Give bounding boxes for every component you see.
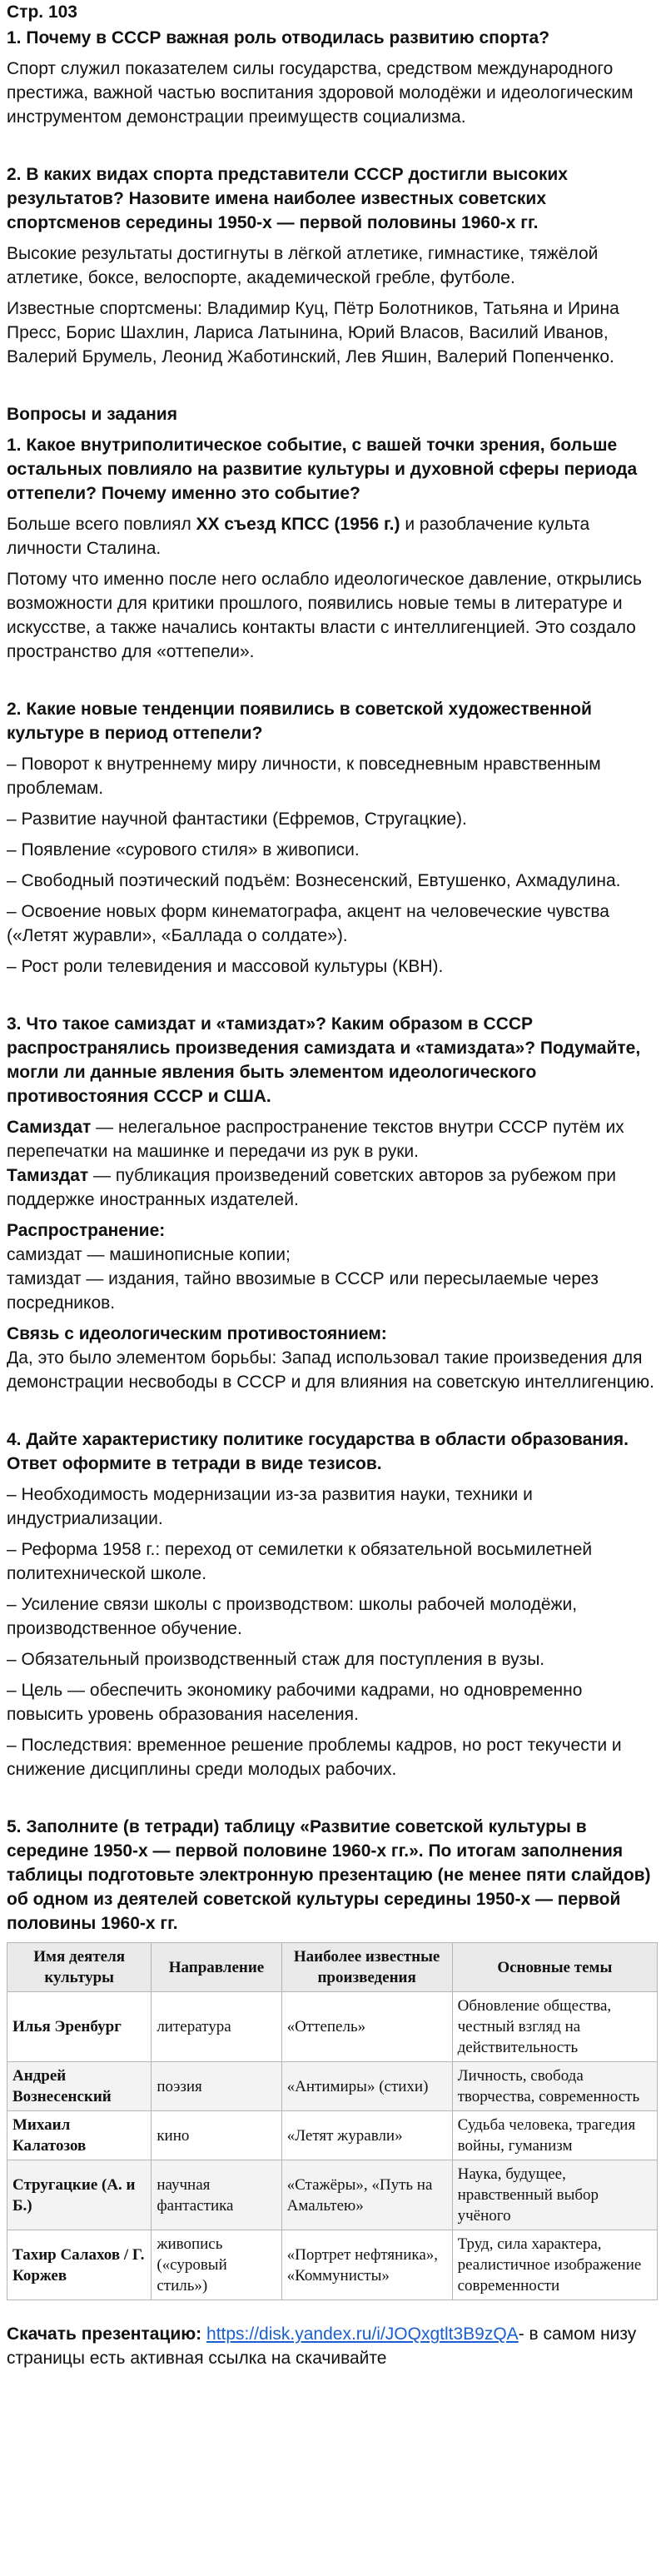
answer-2-sports: Высокие результаты достигнуты в лёгкой атлетике, гимнастике, тяжёлой атлетике, боксе, велоспорте, академической гребле, футболе. [7, 244, 599, 287]
list-item: – Обязательный производственный стаж для поступления в вузы. [7, 1650, 545, 1669]
list-item: – Поворот к внутреннему миру личности, к повседневным нравственным проблемам. [7, 755, 601, 798]
download-note: - в самом низу страницы есть активная ссылка на скачивайте [7, 2324, 637, 2368]
cell-themes: Наука, будущее, нравственный выбор учёного [452, 2160, 657, 2230]
task-4-question: 4. Дайте характеристику политике государства в области образования. Ответ оформите в тетради в виде тезисов. [7, 1430, 629, 1473]
task-1-answer-1: Больше всего повлиял XX съезд КПСС (1956 г.) и разоблачение культа личности Сталина. [7, 515, 590, 558]
download-link[interactable]: https://disk.yandex.ru/i/JOQxgtlt3B9zQA [206, 2324, 519, 2344]
download-footer [7, 2322, 658, 2370]
table-row [7, 1992, 658, 2062]
cell-direction: литература [152, 1992, 281, 2062]
tamizdat-term: Тамиздат [7, 1166, 89, 1185]
culture-table [7, 1942, 658, 2300]
list-item: – Цель — обеспечить экономику рабочими кадрами, но одновременно повысить уровень образования населения. [7, 1681, 583, 1724]
question-1: 1. Почему в СССР важная роль отводилась развитию спорта? [7, 28, 550, 47]
spread-heading: Распространение: [7, 1221, 166, 1240]
spread-line-2: тамиздат — издания, тайно ввозимые в СССР или пересылаемые через посредников. [7, 1269, 599, 1313]
samizdat-term: Самиздат [7, 1118, 92, 1137]
cell-themes: Труд, сила характера, реалистичное изображение современности [452, 2230, 657, 2300]
cell-name: Андрей Вознесенский [7, 2062, 152, 2111]
cell-direction: живопись («суровый стиль») [152, 2230, 281, 2300]
cell-themes: Обновление общества, честный взгляд на действительность [452, 1992, 657, 2062]
cell-name: Илья Эренбург [7, 1992, 152, 2062]
list-item: – Появление «сурового стиля» в живописи. [7, 840, 360, 859]
task-1-answer-2: Потому что именно после него ослабло идеологическое давление, открылись возможности для критики прошлого, появились новые темы в литературе и искусстве, а также начались контакты власти с интеллигенцией. Это создало пространство для «оттепели». [7, 570, 642, 661]
task-2-list [7, 752, 658, 979]
link-text: Да, это было элементом борьбы: Запад использовал такие произведения для демонстрации несвободы в СССР и для влияния на советскую интеллигенцию. [7, 1348, 654, 1392]
table-row [7, 2062, 658, 2111]
answer-2-athletes: Известные спортсмены: Владимир Куц, Пётр Болотников, Татьяна и Ирина Пресс, Борис Шахлин, Лариса Латынина, Юрий Власов, Василий Иванов, Валерий Брумель, Леонид Жаботинский, Лев Яшин, Валерий Попенченко. [7, 299, 619, 366]
list-item: – Рост роли телевидения и массовой культуры (КВН). [7, 957, 444, 976]
table-row [7, 2111, 658, 2160]
list-item: – Последствия: временное решение проблемы кадров, но рост текучести и снижение дисциплины среди молодых рабочих. [7, 1736, 622, 1779]
table-row [7, 2160, 658, 2230]
list-item: – Необходимость модернизации из-за развития науки, техники и индустриализации. [7, 1485, 533, 1528]
page-number: Стр. 103 [7, 2, 77, 22]
task-2-question: 2. Какие новые тенденции появились в советской художественной культуре в период оттепели? [7, 700, 592, 743]
spread-line-1: самиздат — машинописные копии; [7, 1245, 291, 1264]
cell-works: «Оттепель» [281, 1992, 452, 2062]
table-header-row [7, 1943, 658, 1992]
cell-themes: Судьба человека, трагедия войны, гуманизм [452, 2111, 657, 2160]
cell-direction: научная фантастика [152, 2160, 281, 2230]
list-item: – Реформа 1958 г.: переход от семилетки к обязательной восьмилетней политехнической школе. [7, 1540, 593, 1583]
link-heading: Связь с идеологическим противостоянием: [7, 1324, 387, 1343]
col-header-name: Имя деятеля культуры [7, 1943, 152, 1992]
tasks-heading: Вопросы и задания [7, 405, 177, 424]
table-row [7, 2230, 658, 2300]
list-item: – Освоение новых форм кинематографа, акцент на человеческие чувства («Летят журавли», «Баллада о солдате»). [7, 902, 609, 945]
cell-works: «Портрет нефтяника», «Коммунисты» [281, 2230, 452, 2300]
task-3-question: 3. Что такое самиздат и «тамиздат»? Каким образом в СССР распространялись произведения самиздата и «тамиздата»? Подумайте, могли ли данные явления быть элементом идеологического противостояния СССР и США. [7, 1014, 641, 1106]
task-1-question: 1. Какое внутриполитическое событие, с вашей точки зрения, больше остальных повлияло на развитие культуры и духовной сферы периода оттепели? Почему именно это событие? [7, 436, 638, 503]
list-item: – Развитие научной фантастики (Ефремов, Стругацкие). [7, 810, 467, 829]
cell-name: Михаил Калатозов [7, 2111, 152, 2160]
question-2: 2. В каких видах спорта представители СССР достигли высоких результатов? Назовите имена наиболее известных советских спортсменов середины 1950-х — первой половины 1960-х гг. [7, 165, 568, 232]
cell-direction: кино [152, 2111, 281, 2160]
cell-name: Тахир Салахов / Г. Коржев [7, 2230, 152, 2300]
spread-block [7, 1218, 658, 1315]
cell-works: «Стажёры», «Путь на Амальтею» [281, 2160, 452, 2230]
list-item: – Свободный поэтический подъём: Вознесенский, Евтушенко, Ахмадулина. [7, 871, 621, 890]
cell-direction: поэзия [152, 2062, 281, 2111]
list-item: – Усиление связи школы с производством: школы рабочей молодёжи, производственное обучение. [7, 1595, 578, 1638]
task-1-highlight: XX съезд КПСС (1956 г.) [196, 515, 400, 534]
download-label: Скачать презентацию: [7, 2324, 202, 2344]
samizdat-definition: Самиздат — нелегальное распространение текстов внутри СССР путём их перепечатки на машинке и передачи из рук в руки. Тамиздат — публикация произведений советских авторов за рубежом при поддержке иностранных издателей. [7, 1118, 624, 1209]
col-header-direction: Направление [152, 1943, 281, 1992]
task-4-list [7, 1482, 658, 1781]
cell-name: Стругацкие (А. и Б.) [7, 2160, 152, 2230]
col-header-works: Наиболее известные произведения [281, 1943, 452, 1992]
task-5-question: 5. Заполните (в тетради) таблицу «Развитие советской культуры в середине 1950-х — первой половине 1960-х гг.». По итогам заполнения таблицы подготовьте электронную презентацию (не менее пяти слайдов) об одном из деятелей советской культуры середины 1950-х — первой половины 1960-х гг. [7, 1817, 651, 1933]
cell-works: «Антимиры» (стихи) [281, 2062, 452, 2111]
col-header-themes: Основные темы [452, 1943, 657, 1992]
cell-themes: Личность, свобода творчества, современность [452, 2062, 657, 2111]
link-block [7, 1322, 658, 1394]
answer-1: Спорт служил показателем силы государства, средством международного престижа, важной частью воспитания здоровой молодёжи и идеологическим инструментом демонстрации преимуществ социализма. [7, 59, 634, 127]
cell-works: «Летят журавли» [281, 2111, 452, 2160]
